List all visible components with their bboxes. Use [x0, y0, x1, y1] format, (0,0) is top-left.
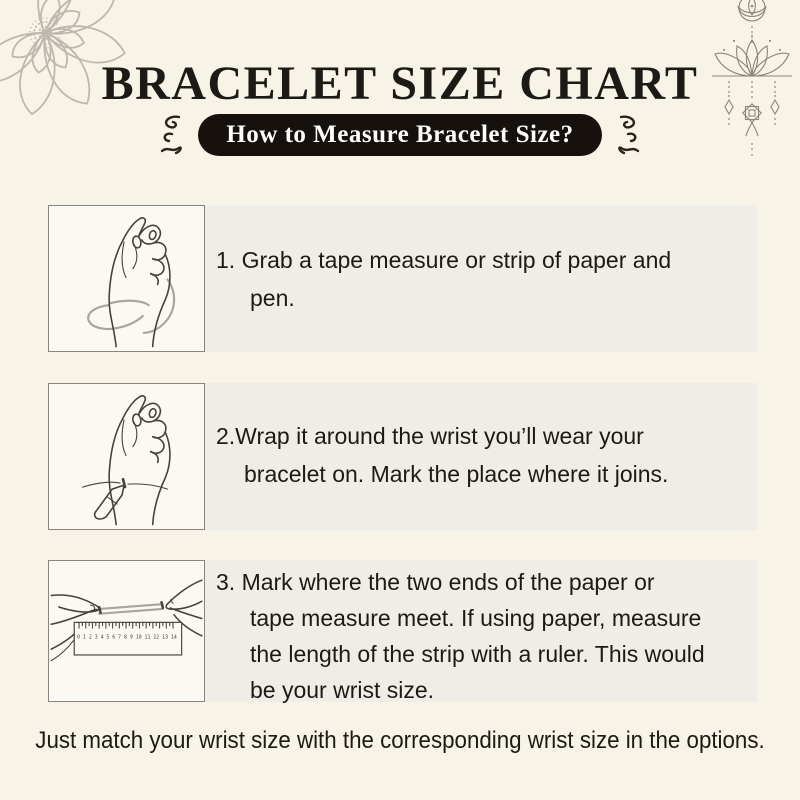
step-3-line: the length of the strip with a ruler. This would — [250, 641, 705, 667]
swirl-right-icon — [616, 113, 643, 157]
step-2-text — [216, 383, 668, 493]
swirl-left-icon — [157, 113, 184, 157]
footer-note: Just match your wrist size with the corresponding wrist size in the options. — [35, 727, 765, 754]
ruler-numbers: 0 1 2 3 4 5 6 7 8 9 10 11 12 13 14 — [77, 634, 177, 641]
step-3-line: tape measure meet. If using paper, measure — [250, 605, 702, 631]
fist-with-tape-measure-icon — [49, 206, 204, 351]
step-2-line: bracelet on. Mark the place where it joins. — [244, 461, 669, 487]
step-3-row — [48, 560, 757, 702]
step-1-illustration-box — [48, 205, 205, 352]
hands-holding-strip-over-ruler-icon — [49, 561, 204, 701]
page-title: BRACELET SIZE CHART — [101, 57, 699, 110]
subtitle-badge-row — [0, 112, 800, 158]
fist-with-pen-marking-wrist-icon — [49, 384, 204, 529]
step-2-row — [48, 383, 757, 530]
step-1-line: 1. Grab a tape measure or strip of paper and — [216, 247, 672, 273]
step-3-line: be your wrist size. — [250, 677, 435, 703]
subtitle-badge: How to Measure Bracelet Size? — [198, 114, 601, 156]
step-1-line: pen. — [250, 285, 295, 311]
step-3-line: 3. Mark where the two ends of the paper or — [216, 569, 655, 595]
step-2-line: 2.Wrap it around the wrist you’ll wear your — [216, 423, 644, 449]
step-3-illustration-box — [48, 560, 205, 702]
step-1-text — [216, 205, 671, 317]
step-1-row — [48, 205, 757, 352]
step-2-illustration-box — [48, 383, 205, 530]
step-3-text — [216, 560, 705, 708]
